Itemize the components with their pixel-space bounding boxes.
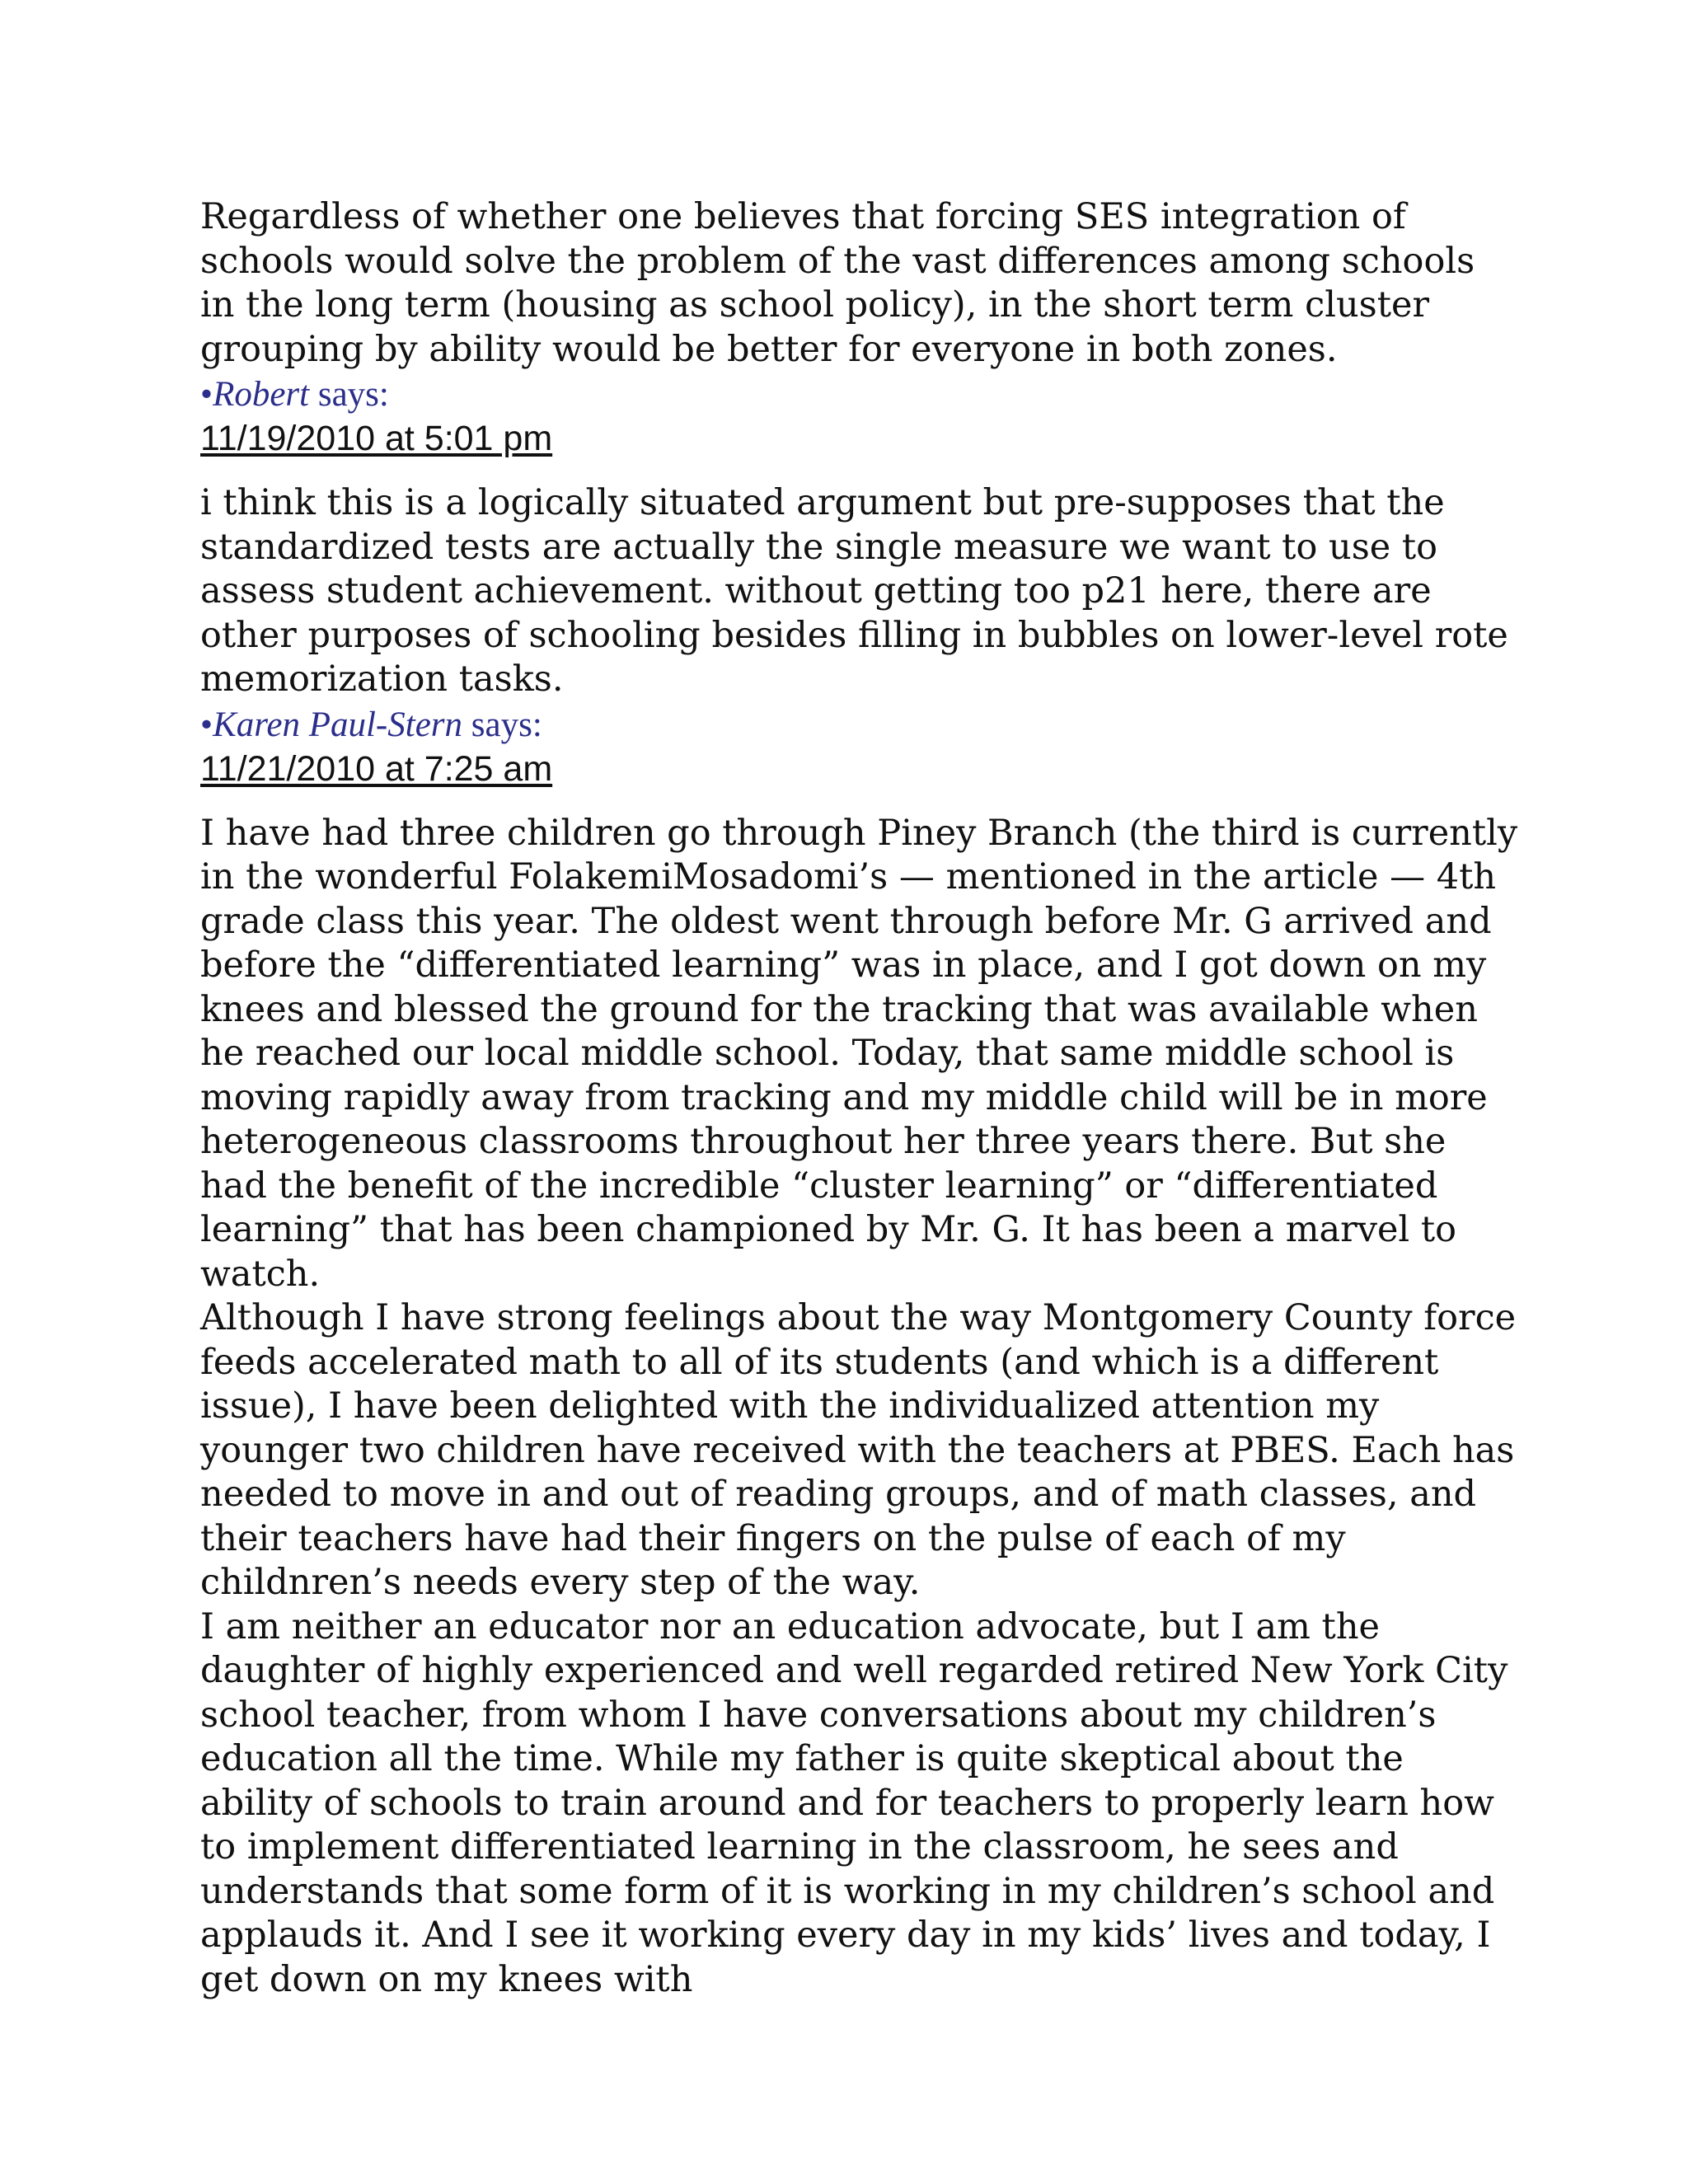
bullet-icon: • — [200, 705, 213, 744]
intro-paragraph: Regardless of whether one believes that forcing SES integration of schools would solve the problem of the vast differences among schools in the long term (housing as school policy), in the short term cluster grouping by ability would be better for everyone in both zones. — [200, 196, 1475, 370]
comment-robert — [200, 372, 1519, 702]
document-content — [200, 195, 1519, 2002]
comment-author-link[interactable]: Karen Paul-Stern — [213, 705, 463, 744]
comment-byline — [200, 372, 1519, 417]
comment-paragraph: i think this is a logically situated argument but pre-supposes that the standardized tests are actually the single measure we want to use to assess student achievement. without getting too p21 here, there are other purposes of schooling besides filling in bubbles on lower-level rote memorization tasks. — [200, 482, 1508, 700]
comment-byline — [200, 702, 1519, 748]
says-label: says: — [309, 375, 389, 414]
comment-paragraph: I have had three children go through Piney Branch (the third is currently in the wonderful FolakemiMosadomi’s — mentioned in the article — 4th grade class this year. The oldest went through before Mr. G arrived and before the “differentiated learning” was in place, and I got down on my knees and blessed the ground for the tracking that was available when he reached our local middle school. Today, that same middle school is moving rapidly away from tracking and my middle child will be in more heterogeneous classrooms throughout her three years there. But she had the benefit of the incredible “cluster learning” or “differentiated learning” that has been championed by Mr. G. It has been a marvel to watch. — [200, 812, 1518, 1295]
comment-timestamp-link[interactable]: 11/21/2010 at 7:25 am — [200, 748, 553, 789]
says-label: says: — [462, 705, 542, 744]
comment-paragraph: I am neither an educator nor an education advocate, but I am the daughter of highly experienced and well regarded retired New York City school teacher, from whom I have conversations about my children’s education all the time. While my father is quite skeptical about the ability of schools to train around and for teachers to properly learn how to implement differentiated learning in the classroom, he sees and understands that some form of it is working in my children’s school and applauds it. And I see it working every day in my kids’ lives and today, I get down on my knees with — [200, 1605, 1508, 2000]
bullet-icon: • — [200, 375, 213, 414]
comment-paragraph: Although I have strong feelings about the way Montgomery County force feeds accelerated math to all of its students (and which is a different issue), I have been delighted with the individualized attention my younger two children have received with the teachers at PBES. Each has needed to move in and out of reading groups, and of math classes, and their teachers have had their fingers on the pulse of each of my childnren’s needs every step of the way. — [200, 1297, 1517, 1603]
comment-author-link[interactable]: Robert — [213, 375, 310, 414]
comment-timestamp-link[interactable]: 11/19/2010 at 5:01 pm — [200, 419, 553, 458]
comment-karen-paul-stern — [200, 702, 1519, 2003]
